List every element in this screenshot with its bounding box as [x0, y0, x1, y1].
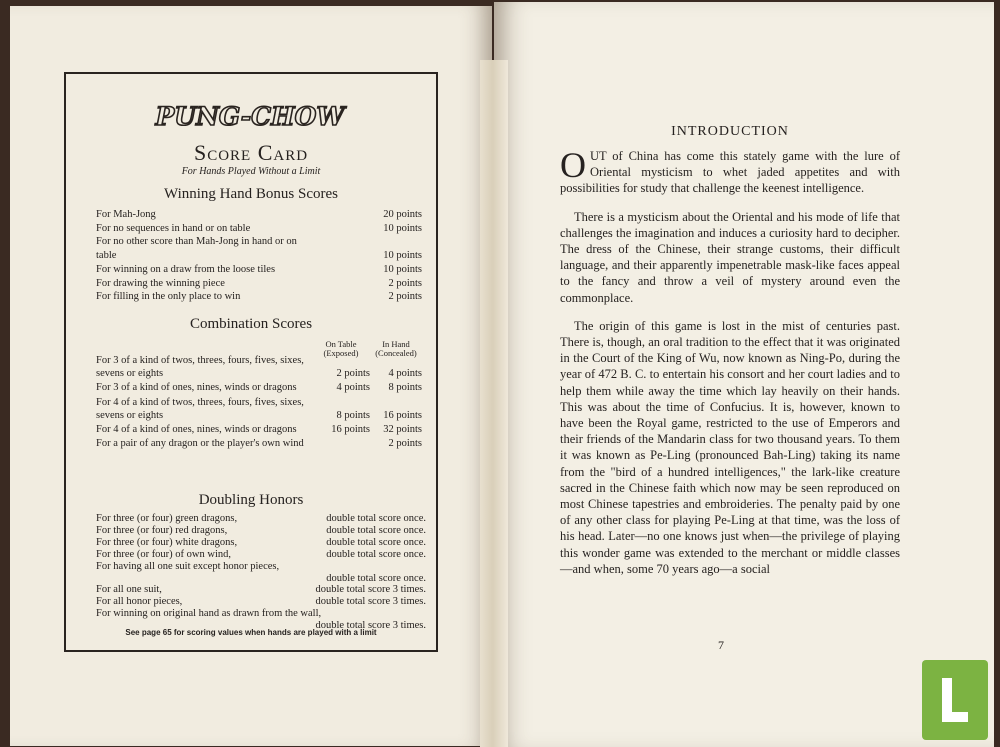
combination-text: For 3 of a kind of twos, threes, fours, fives, sixes, sevens or eights	[96, 355, 304, 380]
book-gutter	[480, 60, 508, 747]
bonus-label: For no sequences in hand or on table	[96, 222, 251, 234]
combination-text: For a pair of any dragon or the player's own wind	[96, 438, 304, 450]
combination-row	[96, 423, 426, 436]
doubling-result: double total score once.	[326, 548, 426, 560]
on-table-value: 8 points	[336, 409, 370, 421]
doubling-result: double total score once.	[326, 536, 426, 548]
introduction-title: INTRODUCTION	[671, 124, 789, 139]
drop-cap: O	[560, 145, 586, 185]
bonus-row	[96, 222, 422, 236]
doubling-result: double total score once.	[326, 513, 426, 524]
bonus-value: 2 points	[388, 277, 422, 289]
doubling-label: For three (or four) green dragons,	[96, 513, 238, 524]
bonus-row	[96, 263, 422, 277]
doubling-heading: Doubling Honors	[198, 492, 304, 508]
in-hand-value: 32 points	[383, 424, 422, 436]
doubling-row	[96, 513, 426, 525]
score-card-title: Score Card	[193, 140, 309, 165]
bonus-row	[96, 277, 422, 291]
bonus-row	[96, 290, 422, 304]
in-hand-value: 4 points	[388, 368, 422, 380]
in-hand-value: 8 points	[388, 382, 422, 394]
doubling-label: For three (or four) of own wind,	[96, 548, 232, 560]
score-card-footnote: See page 65 for scoring values when hands are played with a limit	[125, 628, 377, 637]
combination-text: For 4 of a kind of twos, threes, fours, fives, sixes, sevens or eights	[96, 396, 304, 421]
column-on-table: On Table (Exposed)	[323, 339, 359, 358]
bonus-label: For filling in the only place to win	[96, 291, 241, 303]
paragraph-3: The origin of this game is lost in the mist of centuries past. There is, though, an oral tradition to the effect that it was originated in the Court of the King of Wu, now known as Ning-Po, during the year of 472 B. C. to entertain his consort and her court ladies and to help them while away the time which lay heavily on their hands. This was about the time of Confucius. It is, however, known to have been the Royal game, restricted to the use of Emperors and their friends of the Mandarin class for two thousand years. To them it was known as Pe-Ling (pronounced Bah-Ling) taking its name from the "bird of a hundred intelligences," the lark-like creature sacred in the Chinese faith which now may be seen reproduced on most Chinese tapestries and embroideries. The penalty paid by one of any other class for playing Pe-Ling at that time, was the loss of his head. Later—no one knows just when—the privilege of playing this wonder game was extended to the merchant or middle classes—and when, some 70 years ago—a social	[560, 318, 900, 576]
bonus-label: table	[96, 250, 117, 262]
doubling-row	[96, 525, 426, 537]
paragraph-1	[560, 145, 900, 197]
bonus-label: For no other score than Mah-Jong in hand or on	[96, 236, 297, 248]
doubling-list	[96, 513, 426, 632]
doubling-row	[96, 549, 426, 561]
bonus-list	[96, 208, 422, 304]
doubling-row	[96, 584, 426, 596]
in-hand-value: 2 points	[388, 438, 422, 450]
doubling-result: double total score once.	[326, 524, 426, 536]
bonus-value: 10 points	[383, 263, 422, 275]
paragraph-2: There is a mysticism about the Oriental and his mode of life that challenges the imagination and induces a curiosity hard to decipher. The dress of the Chinese, their strange customs, their difficult language, and their apparently impenetrable mask-like faces appeal to the fancy and throw a veil of mystery around even the commonplace.	[560, 209, 900, 305]
page-number: 7	[718, 638, 724, 652]
combination-row	[96, 354, 426, 380]
combination-heading: Combination Scores	[189, 316, 313, 332]
combination-text: For 3 of a kind of ones, nines, winds or dragons	[96, 382, 297, 394]
doubling-result: double total score 3 times.	[315, 584, 426, 596]
pung-chow-logo	[150, 97, 350, 137]
doubling-row	[96, 608, 426, 620]
combination-row	[96, 396, 426, 422]
doubling-label: For three (or four) red dragons,	[96, 524, 228, 536]
doubling-row	[96, 537, 426, 549]
doubling-result: double total score once.	[326, 572, 426, 584]
bonus-label: For drawing the winning piece	[96, 277, 225, 289]
in-hand-value: 16 points	[383, 409, 422, 421]
doubling-result: double total score 3 times.	[315, 620, 426, 632]
paragraph-1-text: UT of China has come this stately game with the lure of Oriental mysticism to whet jaded appetites and with possibilities for study that challenge the keenest intelligence.	[560, 149, 900, 196]
watermark-logo-icon	[938, 676, 972, 724]
bonus-label: For Mah-Jong	[96, 209, 156, 220]
introduction-text	[560, 145, 900, 589]
doubling-label: For having all one suit except honor pieces,	[96, 560, 280, 572]
combination-row	[96, 437, 426, 450]
bonus-value: 20 points	[383, 209, 422, 220]
doubling-result: double total score 3 times.	[315, 596, 426, 608]
score-card-subtitle: For Hands Played Without a Limit	[181, 166, 321, 177]
svg-text:PUNG-CHOW: PUNG-CHOW	[155, 102, 345, 131]
bonus-value: 10 points	[383, 250, 422, 262]
on-table-value: 16 points	[331, 424, 370, 436]
bonus-row	[96, 235, 422, 249]
column-in-hand: In Hand (Concealed)	[375, 339, 417, 358]
doubling-label: For three (or four) white dragons,	[96, 536, 238, 548]
doubling-row	[96, 596, 426, 608]
combination-list	[96, 354, 426, 451]
doubling-label: For winning on original hand as drawn from the wall,	[96, 608, 322, 620]
doubling-row	[96, 573, 426, 585]
bonus-label: For winning on a draw from the loose tiles	[96, 263, 276, 275]
on-table-value: 4 points	[336, 382, 370, 394]
doubling-label: For all one suit,	[96, 584, 162, 596]
doubling-row	[96, 561, 426, 573]
bonus-heading: Winning Hand Bonus Scores	[164, 186, 338, 202]
bonus-row	[96, 249, 422, 263]
bonus-value: 2 points	[388, 291, 422, 303]
on-table-value: 2 points	[336, 368, 370, 380]
bonus-row	[96, 208, 422, 222]
bonus-value: 10 points	[383, 222, 422, 234]
doubling-label: For all honor pieces,	[96, 596, 183, 608]
combination-text: For 4 of a kind of ones, nines, winds or dragons	[96, 424, 297, 436]
combination-row	[96, 381, 426, 394]
